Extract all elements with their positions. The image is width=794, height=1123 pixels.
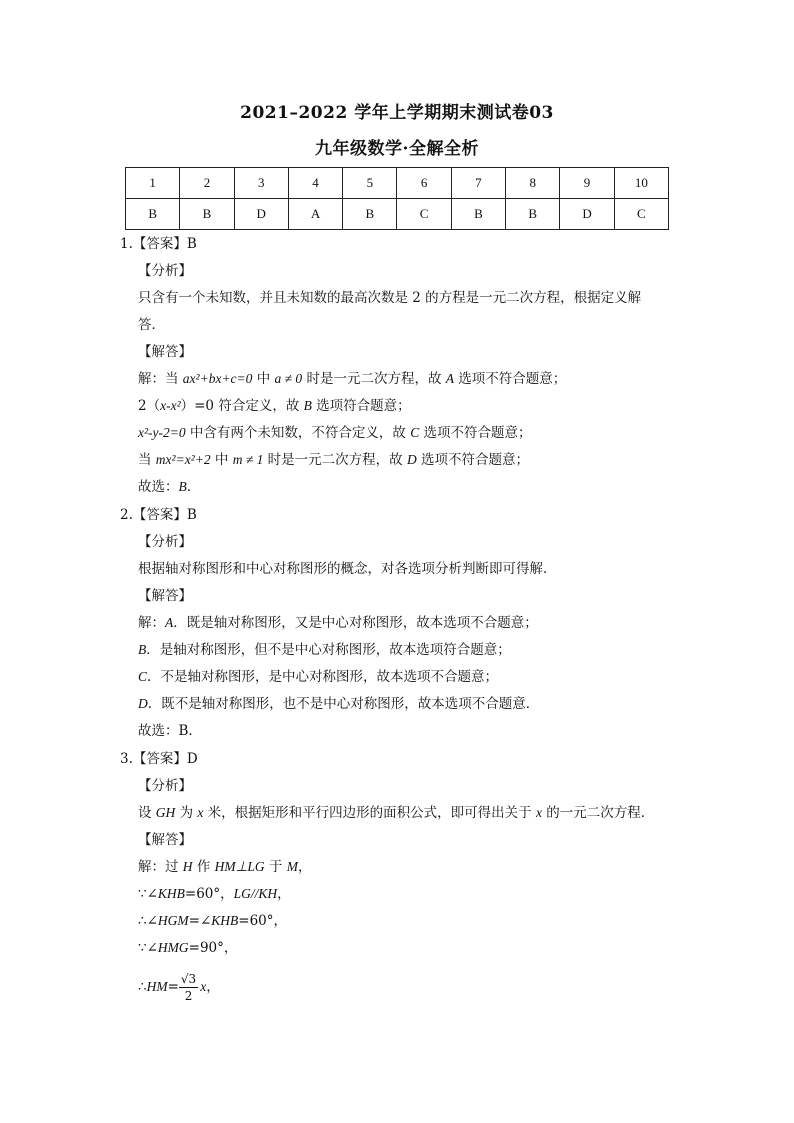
q3-solution-line-3: ∴∠HGM=∠KHB=60°， [138, 913, 288, 929]
table-cell: 2 [180, 168, 234, 199]
table-row-answers [126, 199, 669, 230]
table-cell: D [234, 199, 288, 230]
q1-analysis-label: 【分析】 [138, 263, 192, 279]
q1-solution-label: 【解答】 [138, 344, 192, 360]
table-cell: 7 [451, 168, 505, 199]
q3-solution-line-4: ∵∠HMG=90°， [138, 940, 238, 956]
table-cell: D [560, 199, 614, 230]
table-cell: C [614, 199, 668, 230]
table-cell: 3 [234, 168, 288, 199]
table-cell: B [451, 199, 505, 230]
q1-analysis-text: 只含有一个未知数，并且未知数的最高次数是 2 的方程是一元二次方程，根据定义解 [138, 290, 642, 306]
q3-solution-line-5: ∴HM= $\frac{√3}{2}$ x， [138, 972, 220, 1003]
table-cell: 1 [126, 168, 180, 199]
q1-solution-line-4: 当 mx²=x²+2 中 m ≠ 1 时是一元二次方程，故 D 选项不符合题意； [138, 452, 530, 468]
q3-analysis-label: 【分析】 [138, 778, 192, 794]
q2-solution-line-3: C．不是轴对称图形，是中心对称图形，故本选项不合题意； [138, 669, 499, 685]
q2-conclusion: 故选：B． [138, 723, 202, 739]
table-cell: 6 [397, 168, 451, 199]
table-cell: A [288, 199, 342, 230]
table-cell: 10 [614, 168, 668, 199]
q1-solution-line-1: 解：当 ax²+bx+c=0 中 a ≠ 0 时是一元二次方程，故 A 选项不符合题意； [138, 371, 567, 387]
q2-solution-line-4: D．既不是轴对称图形，也不是中心对称图形，故本选项不合题意． [138, 696, 540, 712]
table-cell: B [343, 199, 397, 230]
table-cell: C [397, 199, 451, 230]
q1-solution-line-2: 2（x-x²）=0 符合定义，故 B 选项符合题意； [138, 398, 411, 414]
q2-analysis-label: 【分析】 [138, 534, 192, 550]
q1-solution-line-3: x²-y-2=0 中含有两个未知数，不符合定义，故 C 选项不符合题意； [138, 425, 532, 441]
q3-solution-line-2: ∵∠KHB=60°，LG//KH， [138, 886, 291, 902]
table-cell: B [126, 199, 180, 230]
table-cell: 8 [506, 168, 560, 199]
table-cell: 9 [560, 168, 614, 199]
q2-analysis-text: 根据轴对称图形和中心对称图形的概念，对各选项分析判断即可得解． [138, 561, 557, 577]
q1-analysis-text-cont: 答． [138, 317, 165, 333]
q3-solution-line-1: 解：过 H 作 HM⊥LG 于 M， [138, 859, 312, 875]
q3-analysis-text: 设 GH 为 x 米，根据矩形和平行四边形的面积公式，即可得出关于 x 的一元二次方程． [138, 805, 655, 821]
table-cell: 4 [288, 168, 342, 199]
fraction: $\frac{√3}{2}$ [180, 972, 197, 1003]
q2-answer-heading: 2.【答案】B [120, 507, 197, 523]
answer-table [125, 167, 669, 230]
table-cell: B [506, 199, 560, 230]
table-cell: 5 [343, 168, 397, 199]
page-subtitle: 九年级数学·全解全析 [315, 139, 479, 159]
q2-solution-label: 【解答】 [138, 588, 192, 604]
q2-solution-line-2: B．是轴对称图形，但不是中心对称图形，故本选项符合题意； [138, 642, 511, 658]
q3-solution-label: 【解答】 [138, 832, 192, 848]
page-title: 2021–2022 学年上学期期末测试卷03 [240, 103, 554, 123]
q1-answer-heading: 1.【答案】B [120, 236, 197, 252]
q3-answer-heading: 3.【答案】D [120, 751, 198, 767]
q2-solution-line-1: 解：A．既是轴对称图形，又是中心对称图形，故本选项不合题意； [138, 615, 538, 631]
q1-conclusion: 故选：B． [138, 479, 201, 495]
table-row-numbers [126, 168, 669, 199]
table-cell: B [180, 199, 234, 230]
